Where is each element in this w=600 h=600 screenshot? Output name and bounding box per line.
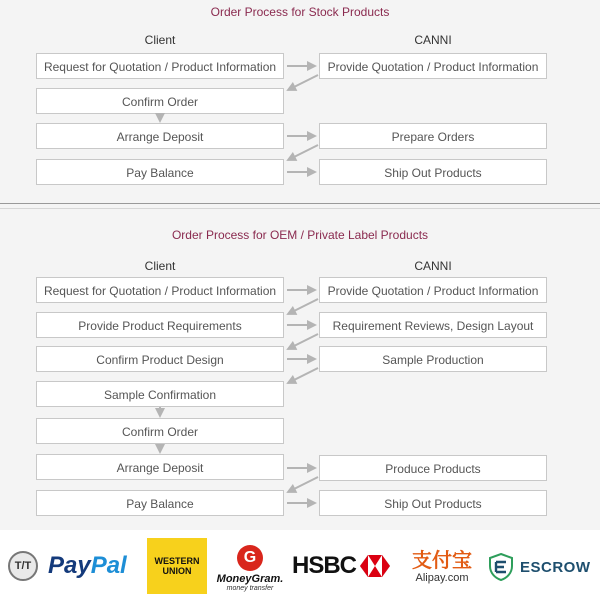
s1-canni-step-1: Provide Quotation / Product Information — [319, 53, 547, 79]
s2-client-step-4: Sample Confirmation — [36, 381, 284, 407]
moneygram-icon: G — [237, 545, 263, 571]
hsbc-text: HSBC — [292, 552, 357, 579]
s2-arrow-back-4 — [288, 477, 318, 492]
tt-logo-text: T/T — [14, 560, 32, 572]
section1-canni-label: CANNI — [414, 33, 452, 47]
paypal-text-pal: Pal — [90, 552, 127, 579]
s2-canni-step-2: Requirement Reviews, Design Layout — [319, 312, 547, 338]
s1-canni-step-2: Prepare Orders — [319, 123, 547, 149]
moneygram-text: MoneyGram. — [216, 572, 284, 585]
s1-client-step-4: Pay Balance — [36, 159, 284, 185]
payment-methods — [0, 530, 600, 600]
section2-title: Order Process for OEM / Private Label Products — [171, 228, 429, 242]
hsbc-hexagon-icon — [360, 555, 390, 577]
s2-canni-step-1: Provide Quotation / Product Information — [319, 277, 547, 303]
s1-arrow-back-1 — [288, 75, 318, 90]
s2-arrow-back-1 — [288, 299, 318, 314]
moneygram-subtext: money transfer — [226, 584, 274, 592]
moneygram-logo — [214, 540, 286, 596]
s1-client-step-1: Request for Quotation / Product Information — [36, 53, 284, 79]
tt-logo — [8, 551, 38, 581]
paypal-text-pay: Pay — [48, 552, 91, 579]
section-divider-light — [0, 208, 600, 209]
s1-client-step-3: Arrange Deposit — [36, 123, 284, 149]
alipay-text-cn: 支付宝 — [412, 550, 472, 572]
western-union-logo — [147, 538, 207, 594]
section1-title: Order Process for Stock Products — [210, 5, 390, 19]
section2-client-label: Client — [144, 259, 176, 273]
section-divider — [0, 203, 600, 204]
hsbc-logo — [292, 550, 390, 582]
escrow-logo — [488, 552, 591, 582]
western-union-text-2: UNION — [162, 566, 192, 576]
s2-canni-step-5: Ship Out Products — [319, 490, 547, 516]
paypal-logo — [48, 550, 127, 582]
escrow-shield-icon — [488, 553, 514, 581]
alipay-text-en: Alipay.com — [415, 572, 469, 584]
escrow-text: ESCROW — [520, 558, 591, 576]
western-union-text-1: WESTERN — [154, 556, 200, 566]
s2-client-step-3: Confirm Product Design — [36, 346, 284, 372]
s1-client-step-2: Confirm Order — [36, 88, 284, 114]
s2-arrow-back-3 — [288, 368, 318, 383]
s2-client-step-2: Provide Product Requirements — [36, 312, 284, 338]
s2-client-step-7: Pay Balance — [36, 490, 284, 516]
s2-client-step-5: Confirm Order — [36, 418, 284, 444]
s1-arrow-back-2 — [288, 145, 318, 160]
s2-arrow-back-2 — [288, 334, 318, 349]
section2-canni-label: CANNI — [414, 259, 452, 273]
s2-canni-step-3: Sample Production — [319, 346, 547, 372]
s2-client-step-6: Arrange Deposit — [36, 454, 284, 480]
s2-client-step-1: Request for Quotation / Product Information — [36, 277, 284, 303]
s2-canni-step-4: Produce Products — [319, 455, 547, 481]
alipay-logo — [402, 542, 482, 592]
section1-client-label: Client — [144, 33, 176, 47]
s1-canni-step-3: Ship Out Products — [319, 159, 547, 185]
